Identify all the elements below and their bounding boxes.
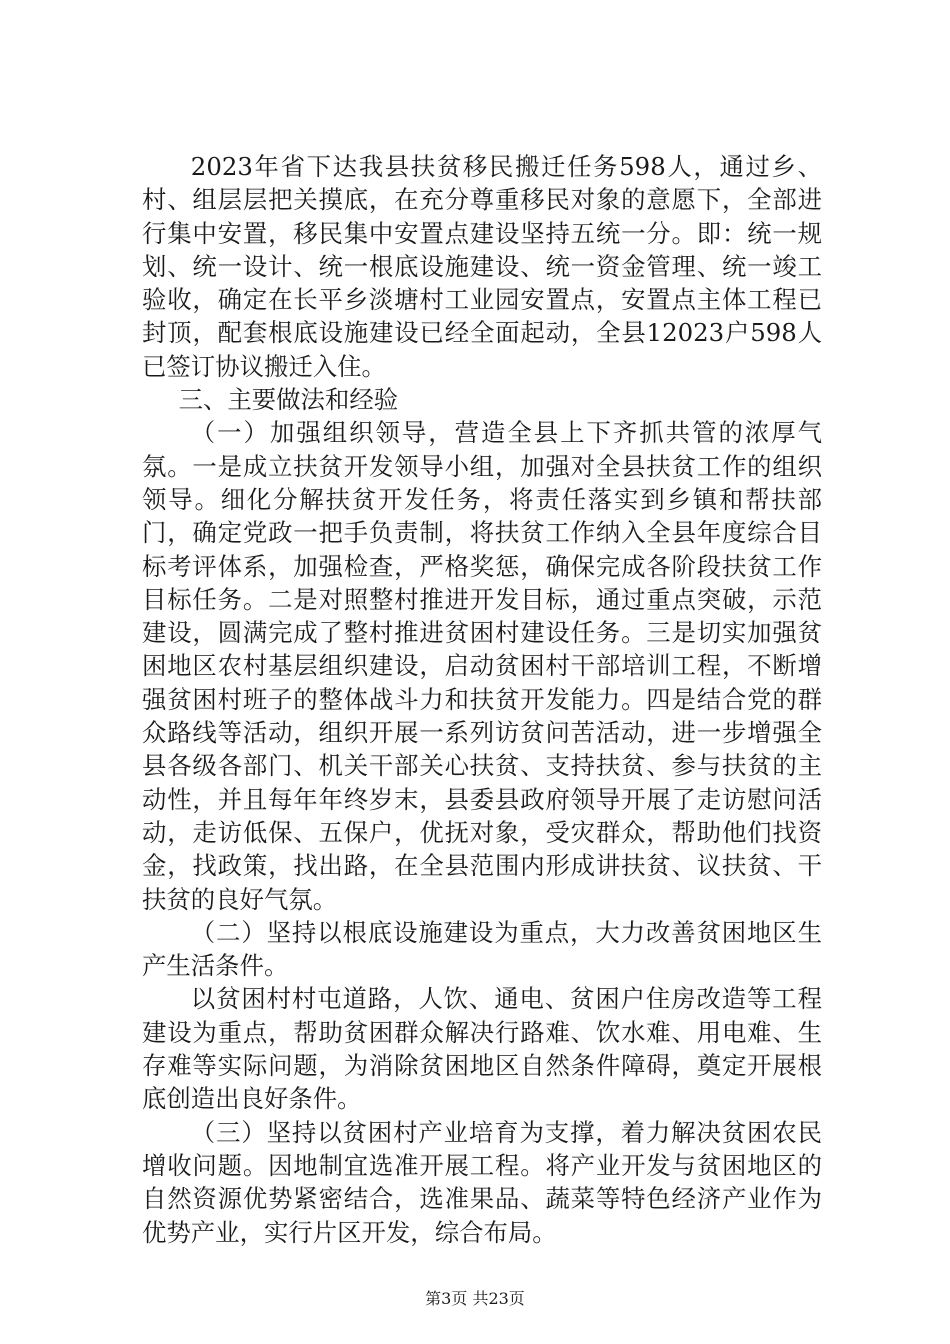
paragraph-organization: （一）加强组织领导，营造全县上下齐抓共管的浓厚气氛。一是成立扶贫开发领导小组，加强对全县扶贫工作的组织领导。细化分解扶贫开发任务，将责任落实到乡镇和帮扶部门，确定党政一把手负责制，将扶贫工作纳入全县年度综合目标考评体系，加强检查，严格奖惩，确保完成各阶段扶贫工作目标任务。二是对照整村推进开发目标，通过重点突破，示范建设，圆满完成了整村推进贫困村建设任务。三是切实加强贫困地区农村基层组织建设，启动贫困村干部培训工程，不断增强贫困村班子的整体战斗力和扶贫开发能力。四是结合党的群众路线等活动，组织开展一系列访贫问苦活动，进一步增强全县各级各部门、机关干部关心扶贫、支持扶贫、参与扶贫的主动性，并且每年年终岁末，县委县政府领导开展了走访慰问活动，走访低保、五保户，优抚对象，受灾群众，帮助他们找资金，找政策，找出路，在全县范围内形成讲扶贫、议扶贫、干扶贫的良好气氛。 bbox=[142, 418, 822, 914]
paragraph-infrastructure: 以贫困村村屯道路，人饮、通电、贫困户住房改造等工程建设为重点，帮助贫困群众解决行路难、饮水难、用电难、生存难等实际问题，为消除贫困地区自然条件障碍，奠定开展根底创造出良好条件。 bbox=[142, 984, 822, 1114]
section-heading: 三、主要做法和经验 bbox=[178, 385, 399, 415]
paragraph-industry: （三）坚持以贫困村产业培育为支撑，着力解决贫困农民增收问题。因地制宜选准开展工程。将产业开发与贫困地区的自然资源优势紧密结合，选准果品、蔬菜等特色经济产业作为优势产业，实行片区开发，综合布局。 bbox=[142, 1117, 822, 1247]
paragraph-infrastructure-heading: （二）坚持以根底设施建设为重点，大力改善贫困地区生产生活条件。 bbox=[142, 917, 822, 981]
document-body bbox=[142, 150, 822, 1249]
paragraph-relocation: 2023年省下达我县扶贫移民搬迁任务598人，通过乡、村、组层层把关摸底，在充分尊重移民对象的意愿下，全部进行集中安置，移民集中安置点建设坚持五统一分。即：统一规划、统一设计、统一根底设施建设、统一资金管理、统一竣工验收，确定在长平乡淡塘村工业园安置点，安置点主体工程已封顶，配套根底设施建设已经全面起动，全县12023户598人已签订协议搬迁入住。 bbox=[142, 152, 822, 381]
page-footer: 第3页 共23页 bbox=[425, 1289, 525, 1308]
